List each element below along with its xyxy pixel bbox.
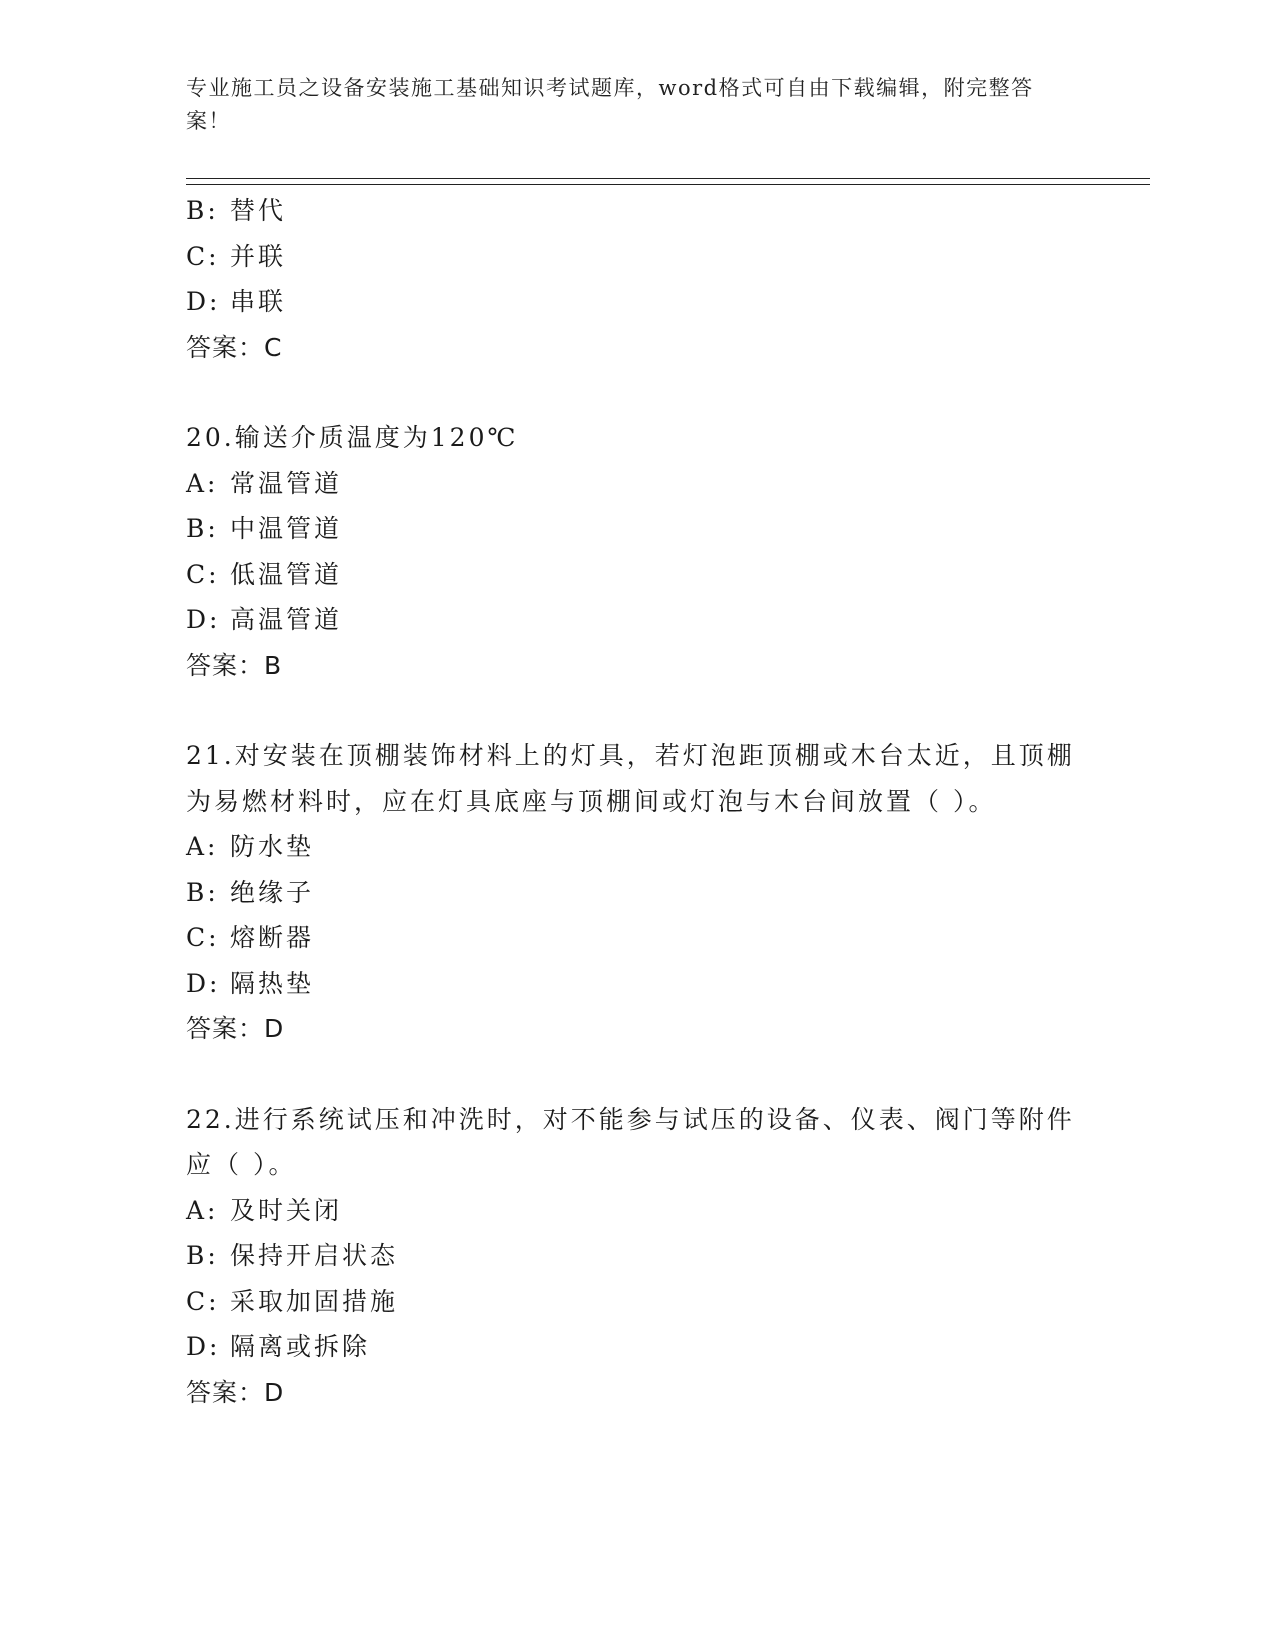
option-d: D: 高温管道 <box>186 605 343 634</box>
option-d: D: 隔离或拆除 <box>186 1332 371 1361</box>
question-21 <box>186 733 1086 1052</box>
option-a: A: 常温管道 <box>186 468 343 498</box>
option-b: B: 保持开启状态 <box>186 1241 399 1270</box>
option-c: C: 并联 <box>186 241 287 271</box>
question-stem: 22.进行系统试压和冲洗时，对不能参与试压的设备、仪表、阀门等附件应（ ）。 <box>186 1104 1075 1179</box>
question-20 <box>186 415 1086 688</box>
answer-line: 答案：D <box>186 1377 285 1407</box>
option-c: C: 熔断器 <box>186 923 315 952</box>
spacer <box>186 370 1086 415</box>
option-d: D: 隔热垫 <box>186 968 315 998</box>
question-partial <box>186 188 1086 370</box>
page-header: 专业施工员之设备安装施工基础知识考试题库，word格式可自由下载编辑，附完整答案！ <box>186 76 1034 133</box>
answer-line: 答案：D <box>186 1014 285 1043</box>
option-d: D: 串联 <box>186 287 287 316</box>
spacer <box>186 1052 1086 1097</box>
answer-line: 答案：C <box>186 332 283 362</box>
question-list <box>186 188 1086 1415</box>
option-b: B: 替代 <box>186 196 287 225</box>
option-c: C: 采取加固措施 <box>186 1286 399 1316</box>
option-a: A: 防水垫 <box>186 832 315 861</box>
option-b: B: 绝缘子 <box>186 877 315 907</box>
question-22 <box>186 1097 1086 1416</box>
option-b: B: 中温管道 <box>186 514 343 543</box>
question-stem: 21.对安装在顶棚装饰材料上的灯具，若灯泡距顶棚或木台太近，且顶棚为易燃材料时，应在灯具底座与顶棚间或灯泡与木台间放置（ ）。 <box>186 741 1075 816</box>
spacer <box>186 688 1086 733</box>
answer-line: 答案：B <box>186 650 283 680</box>
question-stem: 20.输送介质温度为120℃ <box>186 423 519 452</box>
header-rule <box>186 178 1150 185</box>
option-a: A: 及时关闭 <box>186 1195 343 1225</box>
option-c: C: 低温管道 <box>186 559 343 589</box>
